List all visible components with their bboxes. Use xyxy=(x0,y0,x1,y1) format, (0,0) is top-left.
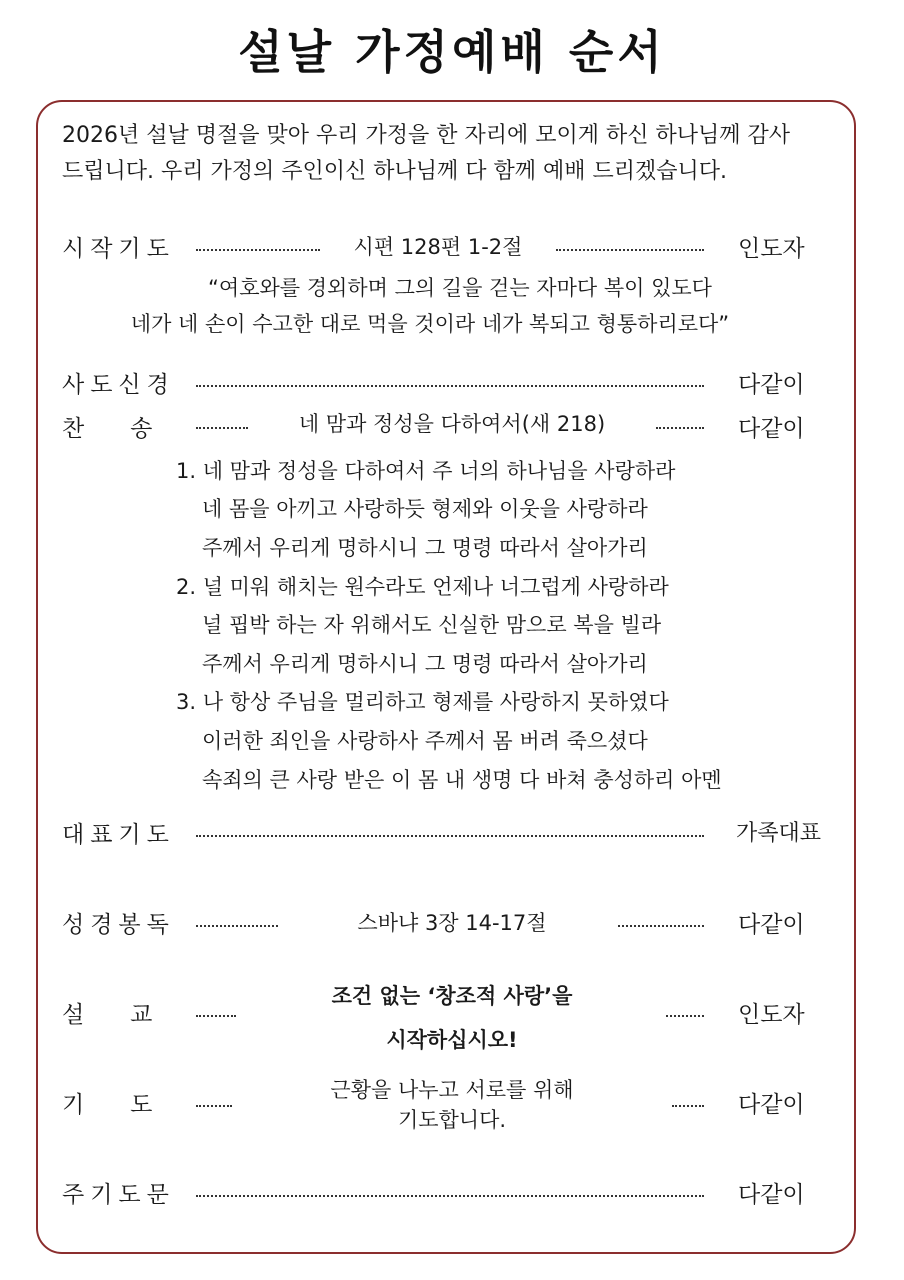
hymn-verse-line: 주께서 우리게 명하시니 그 명령 따라서 살아가리 xyxy=(202,536,648,560)
creed-label: 사도신경 xyxy=(62,372,175,398)
lords-prayer-label: 주기도문 xyxy=(62,1182,175,1208)
dot-leader xyxy=(196,385,704,387)
prayer-label: 기 도 xyxy=(62,1092,159,1118)
dot-leader xyxy=(196,925,278,927)
hymn-label: 찬 송 xyxy=(62,416,159,442)
prayer-desc-line-1: 근황을 나누고 서로를 위해 xyxy=(330,1078,574,1102)
dot-leader xyxy=(196,1105,232,1107)
quote-line-2: 네가 네 손이 수고한 대로 먹을 것이라 네가 복되고 형통하리로다” xyxy=(130,312,730,336)
opening-prayer-role: 인도자 xyxy=(738,236,805,262)
hymn-verse-line: 1. 네 맘과 정성을 다하여서 주 너의 하나님을 사랑하라 xyxy=(176,459,676,483)
hymn-role: 다같이 xyxy=(738,416,805,442)
hymn-verse-line: 2. 널 미워 해치는 원수라도 언제나 너그럽게 사랑하라 xyxy=(176,575,669,599)
sermon-role: 인도자 xyxy=(738,1002,805,1028)
hymn-verse-line: 널 핍박 하는 자 위해서도 신실한 맘으로 복을 빌라 xyxy=(202,613,662,637)
rep-prayer-role: 가족대표 xyxy=(736,821,822,846)
prayer-desc-line-2: 기도합니다. xyxy=(397,1108,507,1132)
intro-line-2: 드립니다. 우리 가정의 주인이신 하나님께 다 함께 예배 드리겠습니다. xyxy=(62,159,727,184)
opening-prayer-label: 시작기도 xyxy=(62,236,175,262)
dot-leader xyxy=(618,925,704,927)
dot-leader xyxy=(196,249,320,251)
dot-leader xyxy=(196,1195,704,1197)
dot-leader xyxy=(666,1015,704,1017)
page-title: 설날 가정예배 순서 xyxy=(238,25,666,79)
hymn-verse-line: 네 몸을 아끼고 사랑하듯 형제와 이웃을 사랑하라 xyxy=(202,497,648,521)
dot-leader xyxy=(196,835,704,837)
hymn-verse-line: 이러한 죄인을 사랑하사 주께서 몸 버려 죽으셨다 xyxy=(202,729,648,753)
sermon-label: 설 교 xyxy=(62,1002,159,1028)
dot-leader xyxy=(196,1015,236,1017)
hymn-verse-line: 속죄의 큰 사랑 받은 이 몸 내 생명 다 바쳐 충성하리 아멘 xyxy=(202,768,722,792)
reading-label: 성경봉독 xyxy=(62,912,175,938)
opening-prayer-passage: 시편 128편 1-2절 xyxy=(353,235,523,259)
intro-line-1: 2026년 설날 명절을 맞아 우리 가정을 한 자리에 모이게 하신 하나님께 감사 xyxy=(62,123,790,148)
sermon-title-line-2: 시작하십시오! xyxy=(386,1028,518,1052)
hymn-title: 네 맘과 정성을 다하여서(새 218) xyxy=(298,412,606,436)
reading-role: 다같이 xyxy=(738,912,805,938)
sermon-title-line-1: 조건 없는 ‘창조적 사랑’을 xyxy=(331,984,573,1008)
reading-passage: 스바냐 3장 14-17절 xyxy=(357,911,547,935)
dot-leader xyxy=(196,427,248,429)
prayer-role: 다같이 xyxy=(738,1092,805,1118)
quote-line-1: “여호와를 경외하며 그의 길을 걷는 자마다 복이 있도다 xyxy=(208,276,712,300)
dot-leader xyxy=(656,427,704,429)
rep-prayer-label: 대표기도 xyxy=(62,822,175,848)
lords-prayer-role: 다같이 xyxy=(738,1182,805,1208)
creed-role: 다같이 xyxy=(738,372,805,398)
hymn-verse-line: 3. 나 항상 주님을 멀리하고 형제를 사랑하지 못하였다 xyxy=(176,690,669,714)
dot-leader xyxy=(556,249,704,251)
dot-leader xyxy=(672,1105,704,1107)
hymn-verse-line: 주께서 우리게 명하시니 그 명령 따라서 살아가리 xyxy=(202,652,648,676)
